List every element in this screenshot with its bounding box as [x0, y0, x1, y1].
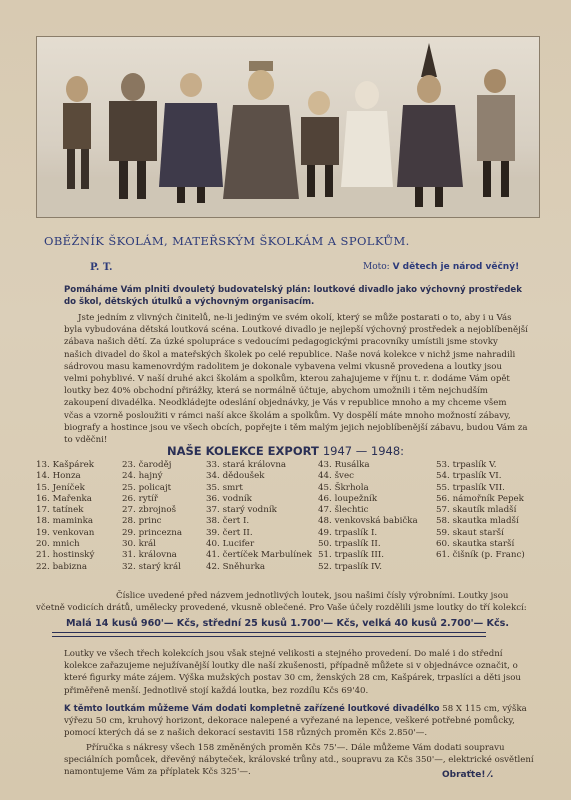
- list-item: 33. stará královna: [206, 460, 287, 470]
- list-item: 54. trpaslík VI.: [436, 471, 502, 482]
- list-item: 42. Sněhurka: [206, 561, 266, 572]
- theatre-paragraph: [64, 703, 538, 740]
- list-item: 30. král: [122, 539, 156, 550]
- list-item: 45. Škrhola: [318, 482, 369, 493]
- accessories-paragraph: Příručka s nákresy všech 158 změněných proměn Kčs 75'—. Dále můžeme Vám dodati soupravu speciálních pomůcek, dřevěný nábyteček, královské trůny atd., soupravu za Kčs 350'—, elektrické osvětlení namontujeme Vám za příplatek Kčs 325'—.: [64, 743, 534, 778]
- motto: [363, 262, 519, 272]
- puppet-list-column-2: [122, 460, 182, 573]
- theatre-offer-bold: K těmto loutkám můžeme Vám dodati kompletně zařízené loutkové divadélko: [64, 704, 440, 714]
- motto-text: V dětech je národ věčný!: [392, 262, 520, 272]
- list-item: 61. čišník (p. Franc): [436, 550, 525, 561]
- list-item: 46. loupežník: [318, 493, 378, 504]
- puppet-list-column-5: [436, 460, 525, 562]
- list-item: 55. trpaslík VII.: [436, 482, 505, 493]
- motto-label: Moto:: [363, 262, 390, 272]
- list-item: 28. princ: [122, 516, 162, 527]
- collection-title: [0, 444, 571, 458]
- list-item: 17. tatínek: [36, 505, 84, 516]
- list-item: 49. trpaslík I.: [318, 527, 378, 538]
- list-item: 18. maminka: [36, 516, 94, 527]
- list-item: 43. Rusálka: [318, 460, 370, 470]
- sizes-paragraph: Loutky ve všech třech kolekcích jsou však stejné velikosti a stejného provedení. Do malé i do střední kolekce zařazujeme nejužívanější loutky dle naší zkušenosti, případně můžete si v objednávce označit, o které figurky máte zájem. Výška mužských postav 30 cm, ženských 28 cm, Kašpárek, trpaslíci a děti jsou přiměřeně menší. Jednotlivě stojí každá loutka, bez rozdílu Kčs 69'40.: [64, 649, 521, 696]
- list-item: 51. trpaslík III.: [318, 550, 385, 561]
- list-item: 21. hostinský: [36, 550, 95, 561]
- list-item: 35. smrt: [206, 482, 243, 493]
- list-item: 23. čaroděj: [122, 460, 172, 470]
- price-underline-second: [52, 636, 486, 637]
- circular-heading: OBĚŽNÍK ŠKOLÁM, MATEŘSKÝM ŠKOLKÁM A SPOLKŮM.: [44, 234, 410, 248]
- list-item: 15. Jeníček: [36, 482, 85, 493]
- theatre-offer-text: 58 X 115 cm, výška výřezu 50 cm, kruhový horizont, dekorace nalepené a vyřezané na lepence, veškeré potřebné pomůcky, pomocí kterých dá se z našich dekorací sestaviti 158 různých proměn Kčs 2.850'—.: [64, 704, 527, 739]
- list-item: 34. dědoušek: [206, 471, 265, 482]
- list-item: 26. rytíř: [122, 493, 159, 504]
- list-item: 14. Honza: [36, 471, 81, 482]
- collection-title-text: NAŠE KOLEKCE EXPORT: [166, 444, 319, 458]
- list-item: 58. skautka mladší: [436, 516, 519, 527]
- salutation: P. T.: [90, 262, 113, 273]
- numbers-note: Číslice uvedené před názvem jednotlivých loutek, jsou našimi čísly výrobními. Loutky jsou včetně vodicích drátů, umělecky provedené, vkusně oblečené. Pro Vaše účely rozdělili jsme loutky do tří kolekcí:: [36, 591, 527, 614]
- puppets-photo: [36, 36, 540, 218]
- puppet-list-column-4: [318, 460, 418, 573]
- intro-paragraph: Pomáháme Vám plniti dvouletý budovatelský plán: loutkové divadlo jako výchovný prostředek do škol, dětských útulků a výchovným organisacím.: [64, 285, 522, 307]
- list-item: 22. babizna: [36, 561, 88, 572]
- list-item: 38. čert I.: [206, 516, 250, 527]
- collection-years: 1947 — 1948:: [322, 444, 405, 458]
- puppets-illustration: [37, 37, 539, 217]
- list-item: 40. Lucifer: [206, 539, 255, 550]
- list-item: 31. královna: [122, 550, 177, 561]
- list-item: 24. hajný: [122, 471, 163, 482]
- list-item: 56. námořník Pepek: [436, 493, 524, 504]
- list-item: 41. čertíček Marbulínek: [206, 550, 312, 561]
- list-item: 53. trpaslík V.: [436, 460, 497, 470]
- list-item: 32. starý král: [122, 561, 181, 572]
- list-item: 60. skautka starší: [436, 539, 515, 550]
- list-item: 19. venkovan: [36, 527, 95, 538]
- list-item: 52. trpaslík IV.: [318, 561, 382, 572]
- list-item: 36. vodník: [206, 493, 252, 504]
- list-item: 29. princezna: [122, 527, 183, 538]
- list-item: 16. Mařenka: [36, 493, 92, 504]
- price-underline: [52, 632, 486, 633]
- list-item: 13. Kašpárek: [36, 460, 95, 470]
- list-item: 57. skautík mladší: [436, 505, 517, 516]
- list-item: 20. mnich: [36, 539, 80, 550]
- list-item: 44. švec: [318, 471, 354, 482]
- list-item: 50. trpaslík II.: [318, 539, 381, 550]
- puppet-list-column-3: [206, 460, 312, 573]
- puppet-list-column-1: [36, 460, 94, 573]
- list-item: 25. policajt: [122, 482, 172, 493]
- turn-over-note: Obraťte! ⁄.: [442, 770, 494, 780]
- main-paragraph: Jste jedním z vlivných činitelů, ne-li jediným ve svém okolí, který se může postarati o to, aby i u Vás byla vybudována dětská loutková scéna. Loutkové divadlo je nejlepší výchovný prostředek a nejoblíbenější zábava našich dětí. Za úzké spolupráce s vedoucími pedagogickými pracovníky umístili jsme stovky našich divadel do škol a mateřských školek po celé republice. Naše nová kolekce v nichž jsme nahradili sádrovou masu kamenovrdým radolitem je dokonale vybavena velmi vkusně provedena a loutky jsou velmi pohyblivé. V naší druhé akci školám a spolkům, kterou zahajujeme v říjnu t. r. dodáme Vám opět loutky bez 40% obchodní přirážky, která se normálně účtuje, abychom umožnili i těm nejchudším zakoupení divadélka. Neodkládejte odeslání objednávky, je Vás v republice mnoho a my chceme všem včas a vzorně posloužiti v rámci naší akce školám a spolkům. Vy dospělí máte mnoho možností zábavy, biografy a hostince jsou ve všech obcích, popřejte i těm malým jejich nejoblíbenější zábavu, budou Vám za to vděčni!: [64, 313, 528, 446]
- list-item: 48. venkovská babička: [318, 516, 418, 527]
- list-item: 39. čert II.: [206, 527, 253, 538]
- price-line: Malá 14 kusů 960'— Kčs, střední 25 kusů 1.700'— Kčs, velká 40 kusů 2.700'— Kčs.: [66, 618, 510, 629]
- list-item: 59. skaut starší: [436, 527, 504, 538]
- list-item: 37. starý vodník: [206, 505, 277, 516]
- list-item: 47. šlechtic: [318, 505, 369, 516]
- list-item: 27. zbrojnoš: [122, 505, 177, 516]
